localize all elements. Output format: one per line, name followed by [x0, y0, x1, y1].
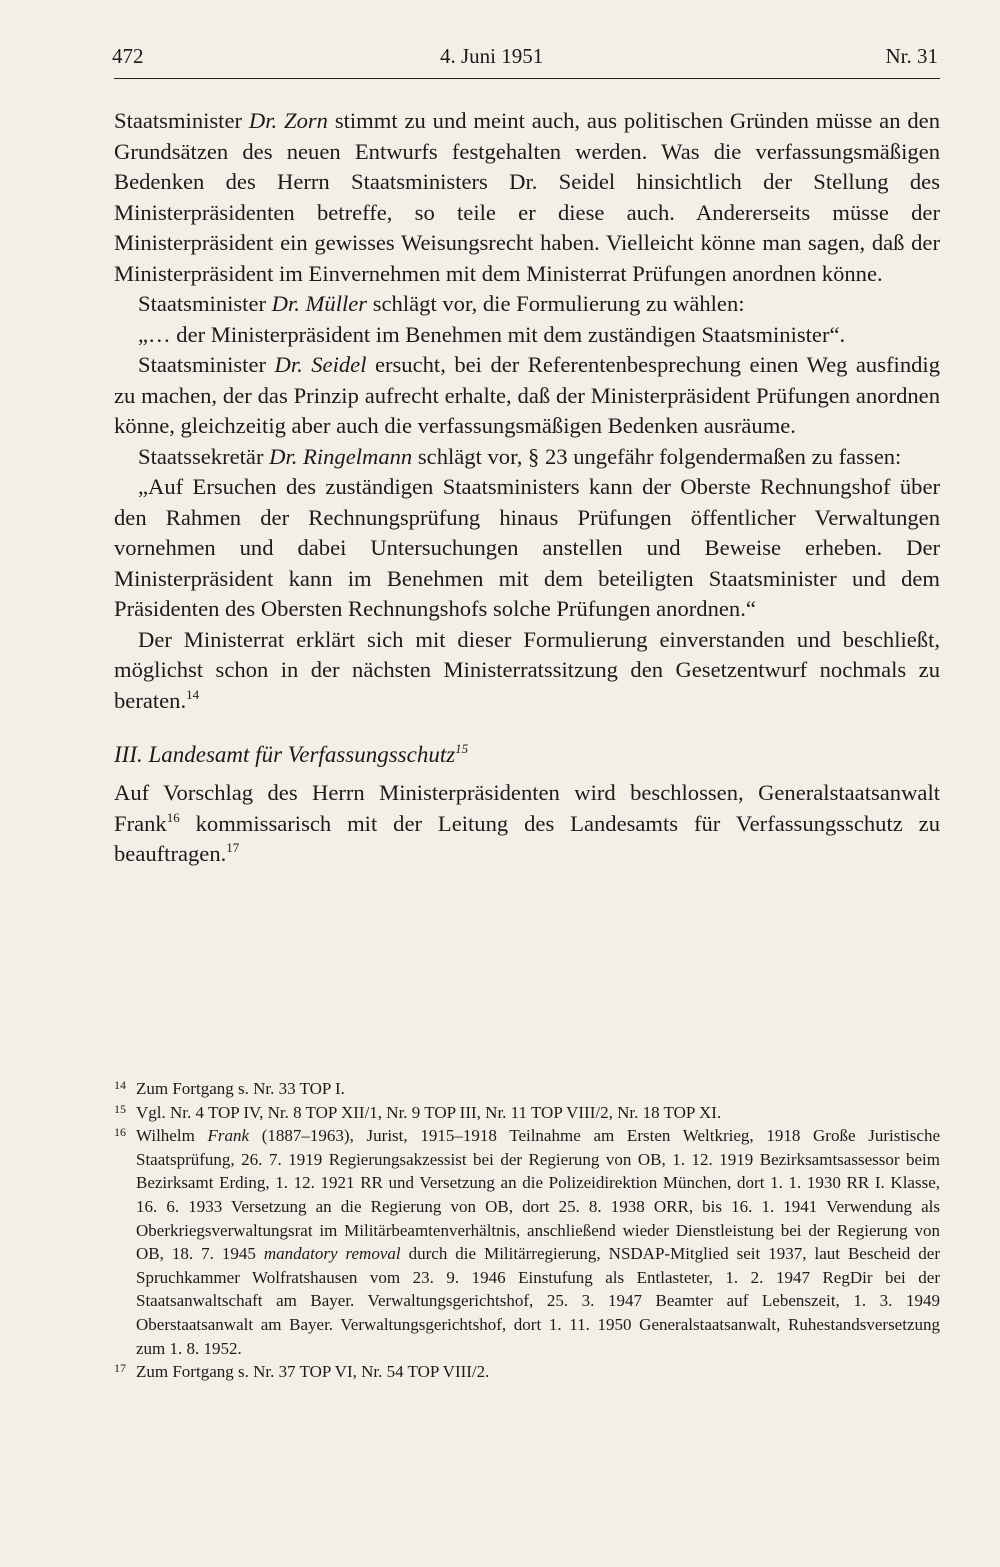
footnote — [114, 1124, 940, 1360]
footnote-number: 14 — [114, 1078, 126, 1092]
header-date: 4. Juni 1951 — [440, 44, 544, 68]
text-run: schlägt vor, § 23 ungefähr folgendermaßen zu fassen: — [412, 443, 902, 469]
footnote-ref: 16 — [166, 809, 180, 825]
speaker-name: Dr. Ringelmann — [269, 443, 413, 469]
text-run: Staatsminister — [138, 291, 272, 316]
footnote-text: Zum Fortgang s. Nr. 37 TOP VI, Nr. 54 TOP VIII/2. — [136, 1362, 490, 1382]
text-run: Auf Vorschlag des Herrn Ministerpräsidenten wird beschlossen, Generalstaatsanwalt Frank — [114, 780, 940, 836]
text-run: schlägt vor, die Formulierung zu wählen: — [367, 291, 745, 316]
section-heading — [114, 740, 940, 770]
text-run: Staatsminister — [138, 352, 275, 377]
footnote-text: Vgl. Nr. 4 TOP IV, Nr. 8 TOP XII/1, Nr. 9 TOP III, Nr. 11 TOP VIII/2, Nr. 18 TOP XI. — [136, 1102, 722, 1122]
quoted-formulation: „… der Ministerpräsident im Benehmen mit dem zuständigen Staatsminister“. — [138, 321, 846, 347]
paragraph-decision — [114, 625, 940, 717]
speaker-name: Dr. Seidel — [274, 352, 367, 377]
main-text — [114, 106, 940, 870]
speaker-name: Dr. Müller — [271, 291, 368, 316]
footnote-ref: 17 — [226, 840, 240, 855]
footnote-text: durch die Militärregierung, NSDAP-Mitglied seit 1937, laut Bescheid der Spruchkammer Wolfratshausen vom 23. 9. 1946 Einstufung als Entlasteter, 1. 2. 1947 RegDir bei der Staatsanwaltschaft am Bayer. Verwaltungsgerichtshof, 25. 3. 1947 Beamter auf Lebenszeit, 1. 3. 1949 Oberstaatsanwalt am Bayer. Verwaltungsgerichtshof, dort 1. 11. 1950 Generalstaatsanwalt, Ruhestandsversetzung zum 1. 8. 1952. — [136, 1244, 940, 1358]
text-run: kommissarisch mit der Leitung des Landesamts für Verfassungsschutz zu beauftragen. — [114, 810, 940, 866]
issue-number: Nr. 31 — [885, 44, 938, 68]
footnote-text: Wilhelm — [136, 1126, 208, 1146]
page-number: 472 — [112, 44, 144, 68]
paragraph-frank — [114, 778, 940, 870]
text-run: Staatsminister — [114, 108, 249, 133]
emphasized-term: mandatory removal — [263, 1244, 401, 1264]
footnote — [114, 1101, 940, 1125]
text-run: Staatssekretär — [138, 443, 270, 469]
footnote-text: Zum Fortgang s. Nr. 33 TOP I. — [136, 1079, 345, 1098]
text-run: Der Ministerrat erklärt sich mit dieser Formulierung einverstanden und beschließt, möglichst schon in der nächsten Ministerratssitzung den Gesetzentwurf nochmals zu beraten. — [114, 626, 940, 713]
text-run: stimmt zu und meint auch, aus politischen Gründen müsse an den Grundsätzen des neuen Entwurfs festgehalten werden. Was die verfassungsmäßigen Bedenken des Herrn Staatsministers Dr. Seidel hinsichtlich der Stellung des Ministerpräsidenten betreffe, so teile er diese auch. Andererseits müsse der Ministerpräsident ein gewisses Weisungsrecht haben. Vielleicht könne man sagen, daß der Ministerpräsident im Einvernehmen mit dem Ministerrat Prüfungen anordnen könne. — [114, 108, 940, 286]
speaker-name: Dr. Zorn — [248, 108, 328, 133]
running-header — [114, 44, 940, 79]
footnote-number: 17 — [114, 1361, 126, 1376]
footnote-number: 15 — [114, 1101, 126, 1116]
section-title: III. Landesamt für Verfassungsschutz — [114, 742, 456, 767]
text-run: ersucht, bei der Referentenbesprechung einen Weg ausfindig zu machen, der das Prinzip aufrecht erhalte, daß der Ministerpräsident Prüfungen anordnen könne, gleichzeitig aber auch die verfassungsmäßigen Bedenken ausräume. — [114, 352, 940, 438]
footnote-text: (1887–1963), Jurist, 1915–1918 Teilnahme am Ersten Weltkrieg, 1918 Große Juristische Staatsprüfung, 26. 7. 1919 Regierungsakzessist bei der Regierung von OB, 1. 12. 1919 Bezirksamtsassessor beim Bezirksamt Erding, 1. 12. 1921 RR und Versetzung an die Polizeidirektion München, dort 1. 1. 1930 RR I. Klasse, 16. 6. 1933 Versetzung an die Regierung von OB, dort 25. 8. 1938 ORR, bis 16. 1. 1941 Verwendung als Oberkriegsverwaltungsrat im Militärbeamtenverhältnis, anschließend wieder Dienstleistung bei der Regierung von OB, 18. 7. 1945 — [136, 1126, 940, 1264]
footnote-ref: 14 — [186, 686, 200, 702]
paragraph-mueller — [114, 289, 940, 320]
footnote-ref: 15 — [455, 741, 469, 756]
footnote — [114, 1360, 940, 1384]
person-name: Frank — [207, 1126, 250, 1146]
paragraph-seidel — [114, 350, 940, 442]
quoted-paragraph-23: „Auf Ersuchen des zuständigen Staatsministers kann der Oberste Rechnungshof über den Rahmen der Rechnungsprüfung hinaus Prüfungen öffentlicher Verwaltungen vornehmen und dabei Untersuchungen anstellen und Beweise erheben. Der Ministerpräsident kann im Benehmen mit dem beteiligten Staatsminister und dem Präsidenten des Obersten Rechnungshofs solche Prüfungen anordnen.“ — [114, 474, 940, 621]
paragraph-ringelmann — [114, 442, 940, 473]
footnotes — [114, 1077, 940, 1384]
footnote — [114, 1077, 940, 1101]
paragraph-zorn — [114, 106, 940, 289]
footnote-number: 16 — [114, 1125, 126, 1140]
